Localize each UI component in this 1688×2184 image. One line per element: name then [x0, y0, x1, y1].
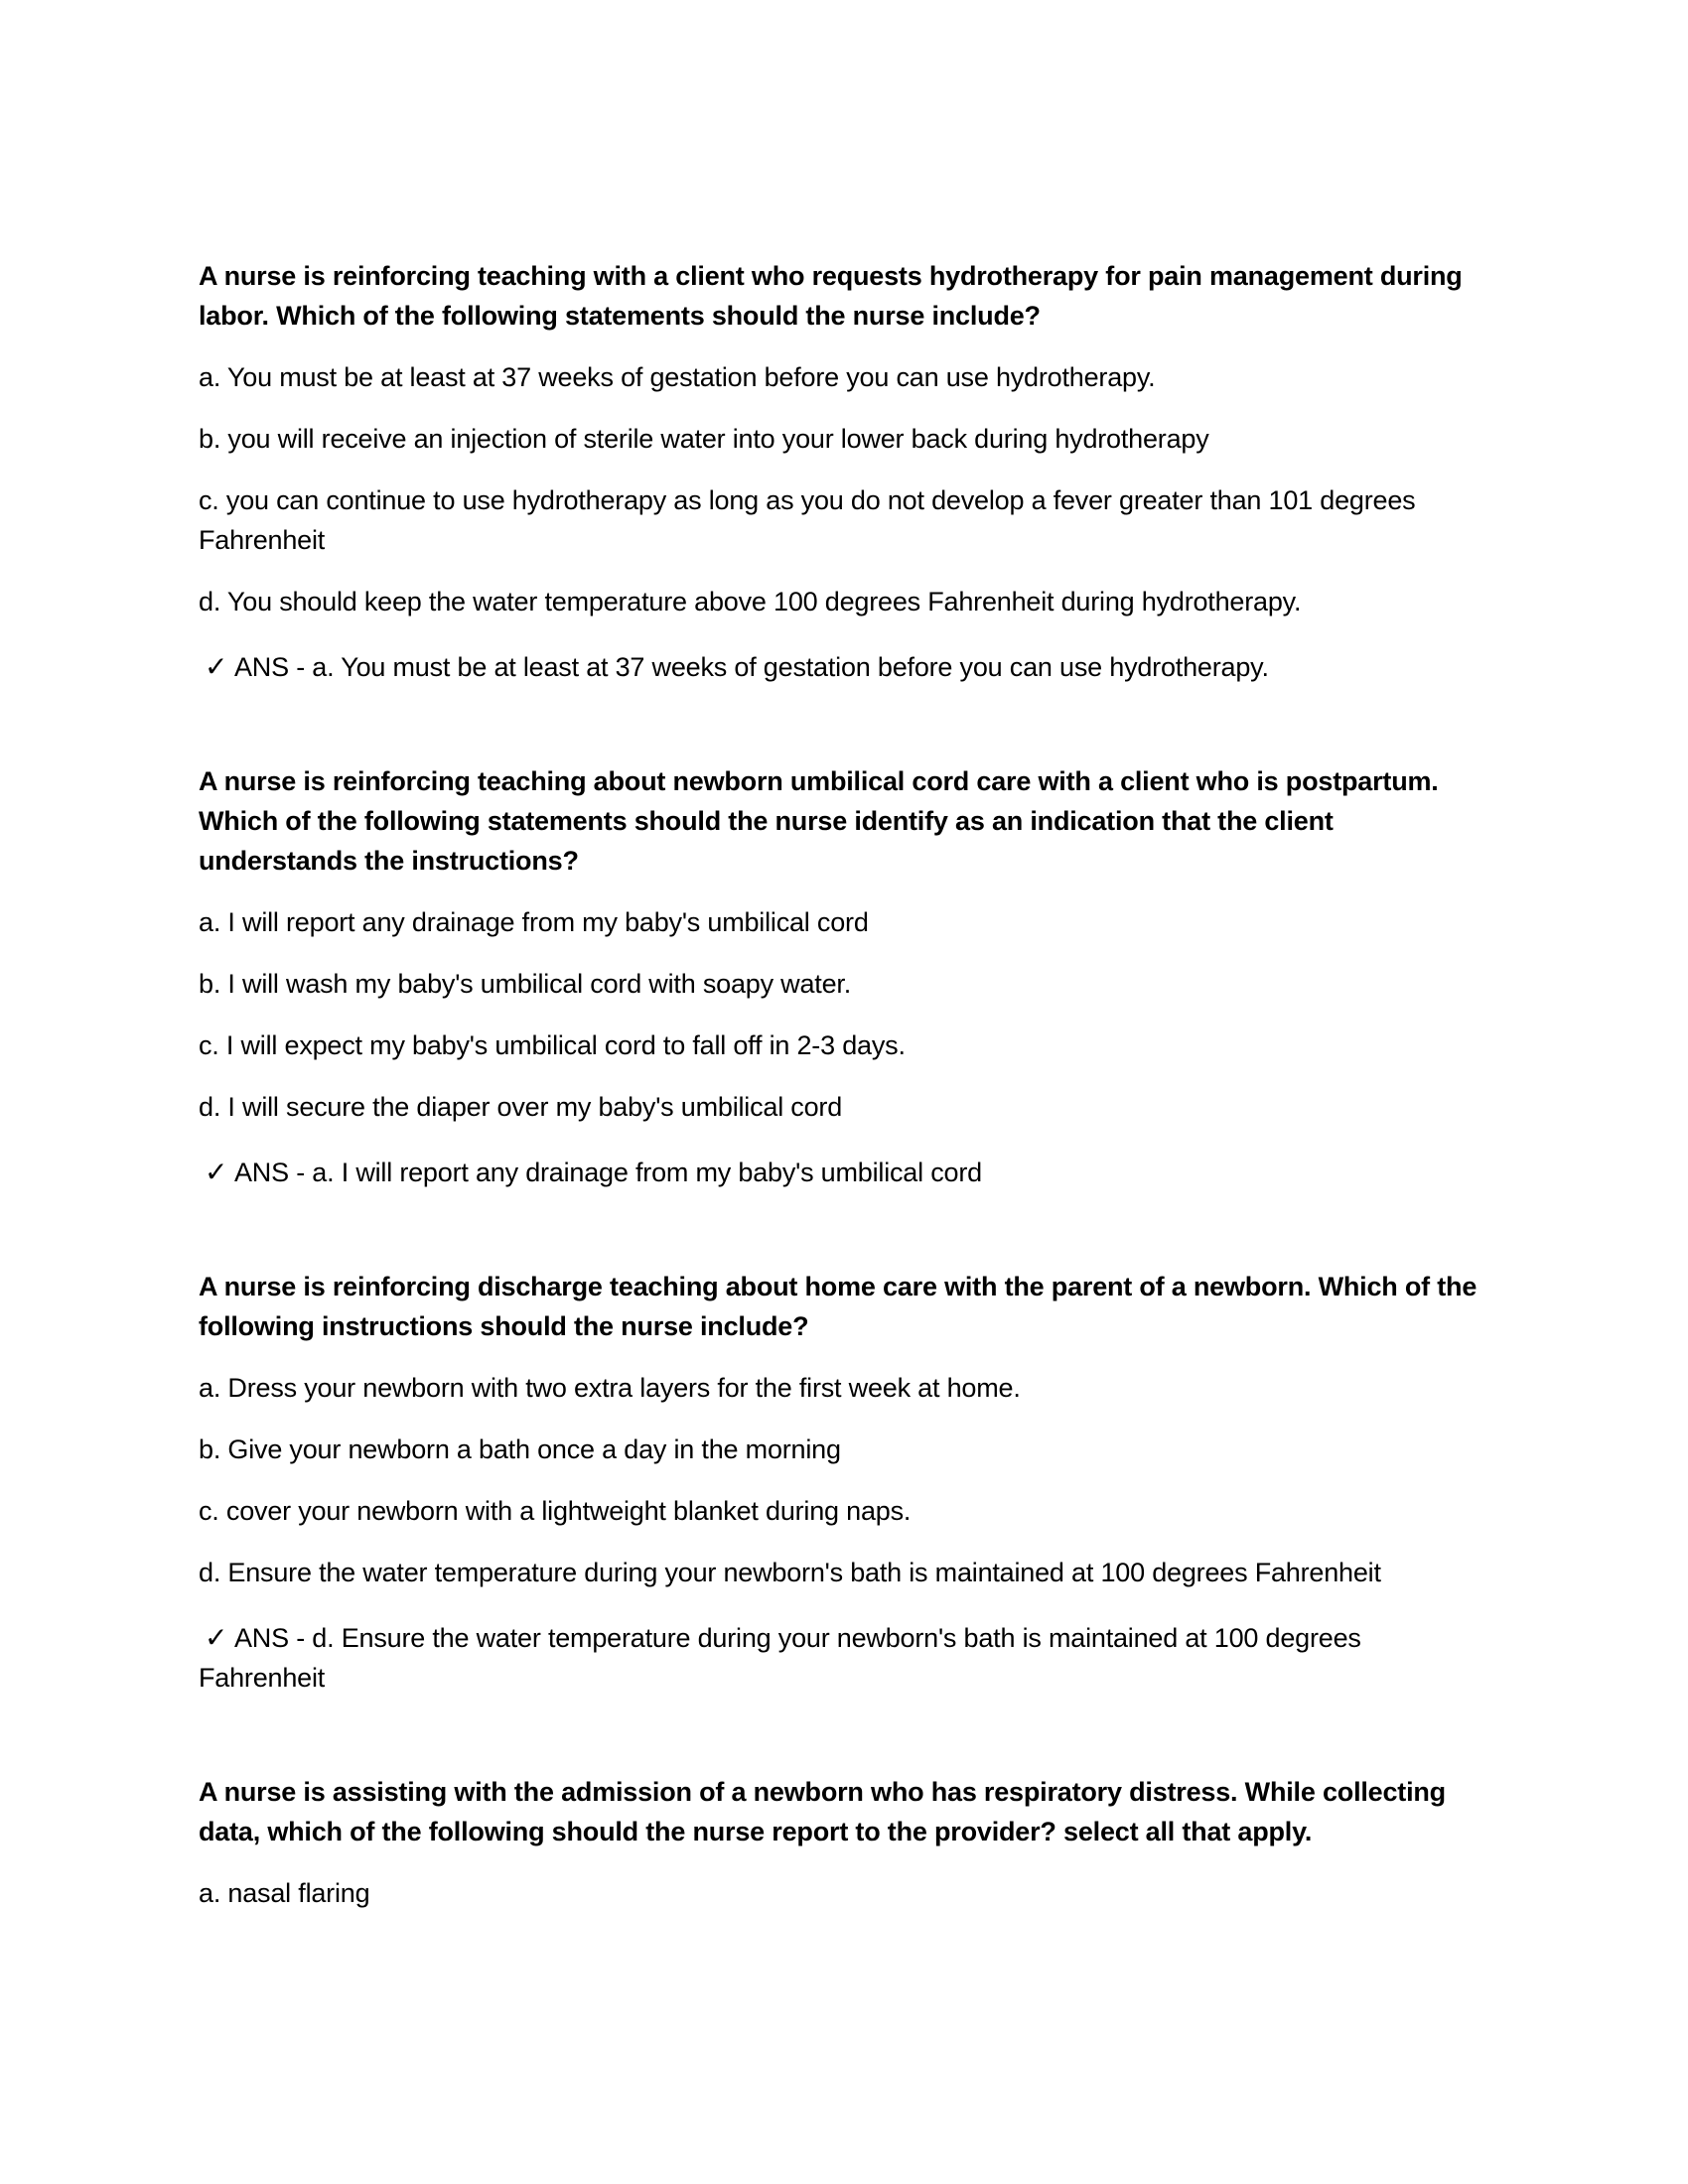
answer-option-d: d. You should keep the water temperature above 100 degrees Fahrenheit during hydrotherapy. — [199, 587, 1302, 616]
answer-option-a: a. I will report any drainage from my baby's umbilical cord — [199, 907, 869, 937]
answer-text: ANS - a. You must be at least at 37 weeks of gestation before you can use hydrotherapy. — [234, 652, 1269, 682]
checkmark-icon: ✓ — [205, 1622, 228, 1653]
answer-text: ANS - d. Ensure the water temperature during your newborn's bath is maintained at 100 degrees Fahrenheit — [199, 1623, 1361, 1693]
question-text: A nurse is reinforcing teaching with a client who requests hydrotherapy for pain management during labor. Which of the following statements should the nurse include? — [199, 261, 1463, 331]
correct-answer — [199, 1153, 1489, 1192]
answer-option-b: b. Give your newborn a bath once a day in the morning — [199, 1434, 841, 1464]
answer-option-d: d. Ensure the water temperature during your newborn's bath is maintained at 100 degrees Fahrenheit — [199, 1558, 1381, 1587]
question-block-1 — [199, 256, 1489, 687]
answer-option-c: c. I will expect my baby's umbilical cord to fall off in 2-3 days. — [199, 1030, 906, 1060]
document-content — [199, 256, 1489, 1987]
answer-option-b: b. you will receive an injection of sterile water into your lower back during hydrotherapy — [199, 424, 1209, 454]
answer-option-c: c. cover your newborn with a lightweight blanket during naps. — [199, 1496, 912, 1526]
question-text: A nurse is reinforcing discharge teaching about home care with the parent of a newborn. Which of the following instructions should the nurse include? — [199, 1272, 1477, 1341]
checkmark-icon: ✓ — [205, 1157, 228, 1187]
answer-option-a: a. nasal flaring — [199, 1878, 370, 1908]
correct-answer — [199, 1618, 1489, 1698]
answer-option-a: a. Dress your newborn with two extra layers for the first week at home. — [199, 1373, 1021, 1403]
answer-text: ANS - a. I will report any drainage from my baby's umbilical cord — [234, 1158, 982, 1187]
question-block-3 — [199, 1267, 1489, 1698]
question-text: A nurse is reinforcing teaching about newborn umbilical cord care with a client who is postpartum. Which of the following statements should the nurse identify as an indication that the client understands the instructions? — [199, 766, 1439, 876]
checkmark-icon: ✓ — [205, 651, 228, 682]
question-block-4 — [199, 1772, 1489, 1913]
question-text: A nurse is assisting with the admission of a newborn who has respiratory distress. While collecting data, which of the following should the nurse report to the provider? select all that apply. — [199, 1777, 1446, 1846]
answer-option-a: a. You must be at least at 37 weeks of gestation before you can use hydrotherapy. — [199, 362, 1156, 392]
answer-option-b: b. I will wash my baby's umbilical cord with soapy water. — [199, 969, 852, 999]
answer-option-d: d. I will secure the diaper over my baby's umbilical cord — [199, 1092, 843, 1122]
question-block-2 — [199, 761, 1489, 1192]
answer-option-c: c. you can continue to use hydrotherapy as long as you do not develop a fever greater than 101 degrees Fahrenheit — [199, 485, 1416, 555]
correct-answer — [199, 647, 1489, 687]
